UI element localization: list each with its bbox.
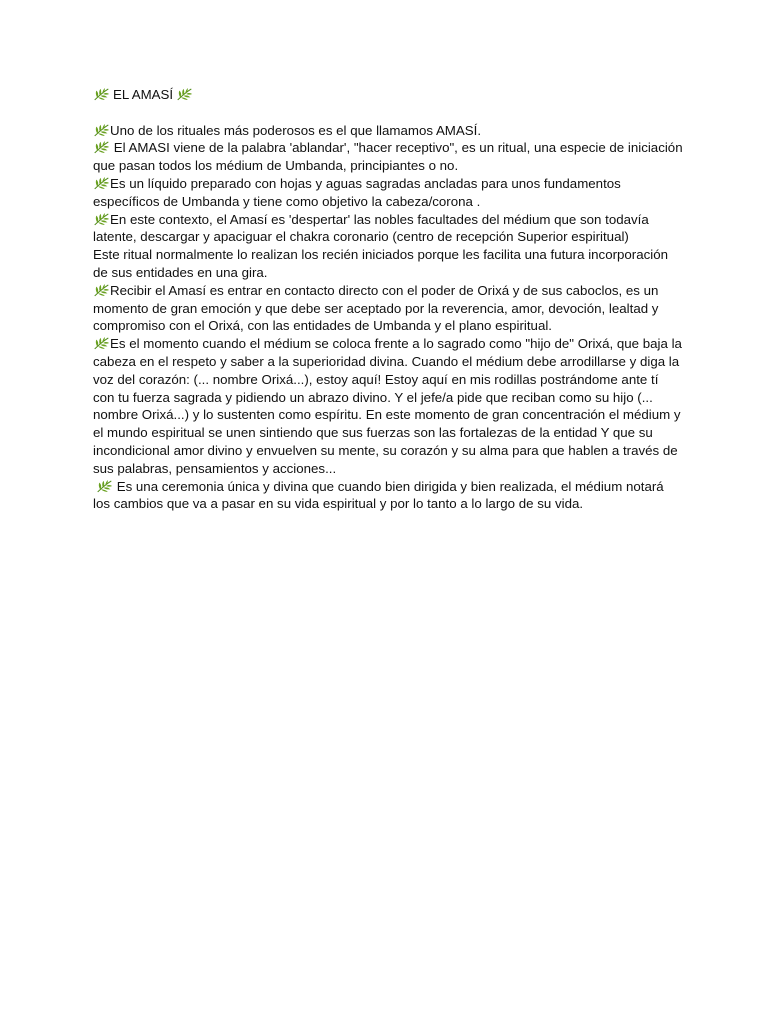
herb-leaf-icon [93, 87, 110, 101]
paragraph [93, 478, 683, 514]
herb-leaf-icon [93, 140, 110, 154]
document-page [93, 86, 683, 513]
paragraph-text: Recibir el Amasí es entrar en contacto directo con el poder de Orixá y de sus caboclos, es un momento de gran emoción y que debe ser aceptado por la reverencia, amor, devoción, lealtad y compromiso con el Orixá, con las entidades de Umbanda y el plano espiritual. [93, 282, 659, 334]
paragraph [93, 246, 683, 282]
paragraph [93, 139, 683, 175]
document-title-line [93, 86, 683, 104]
paragraph-text: Es una ceremonia única y divina que cuando bien dirigida y bien realizada, el médium notará los cambios que va a pasar en su vida espiritual y por lo tanto a lo largo de su vida. [93, 478, 664, 512]
herb-leaf-icon [93, 123, 110, 137]
herb-leaf-icon [93, 336, 110, 350]
paragraph-text: El AMASI viene de la palabra 'ablandar', "hacer receptivo", es un ritual, una especie de iniciación que pasan todos los médium de Umbanda, principiantes o no. [93, 140, 683, 174]
paragraph [93, 335, 683, 477]
paragraph [93, 175, 683, 211]
herb-leaf-icon [93, 176, 110, 190]
paragraph-text: Este ritual normalmente lo realizan los recién iniciados porque les facilita una futura incorporación de sus entidades en una gira. [93, 247, 669, 280]
paragraph-text: Es un líquido preparado con hojas y aguas sagradas ancladas para unos fundamentos específicos de Umbanda y tiene como objetivo la cabeza/corona . [93, 175, 621, 209]
paragraph-text: En este contexto, el Amasí es 'despertar' las nobles facultades del médium que son todavía latente, descargar y apaciguar el chakra coronario (centro de recepción Superior espiritual) [93, 211, 649, 245]
paragraph [93, 122, 683, 140]
paragraph-text: Uno de los rituales más poderosos es el que llamamos AMASÍ. [110, 122, 482, 138]
herb-leaf-icon [93, 212, 110, 226]
paragraph-text: Es el momento cuando el médium se coloca frente a lo sagrado como "hijo de" Orixá, que baja la cabeza en el respeto y saber a la superioridad divina. Cuando el médium debe arrodillarse y diga la voz del corazón: (... nombre Orixá...), estoy aquí! Estoy aquí en mis rodillas postrándome ante tí con tu fuerza sagrada y pidiendo un abrazo divino. Y el jefe/a pide que reciban como su hijo (... nombre Orixá...) y lo sustenten como espíritu. En este momento de gran concentración el médium y el mundo espiritual se unen sintiendo que sus fuerzas son las fortalezas de la entidad Y que su incondicional amor divino y envuelven su mente, su corazón y su alma para que hablen a través de sus palabras, pensamientos y acciones... [93, 336, 682, 476]
document-title: EL AMASÍ [113, 87, 174, 102]
herb-leaf-icon [176, 87, 193, 101]
herb-leaf-icon [93, 283, 110, 297]
herb-leaf-icon [96, 479, 113, 493]
document-body [93, 122, 683, 514]
paragraph [93, 282, 683, 335]
paragraph [93, 211, 683, 247]
